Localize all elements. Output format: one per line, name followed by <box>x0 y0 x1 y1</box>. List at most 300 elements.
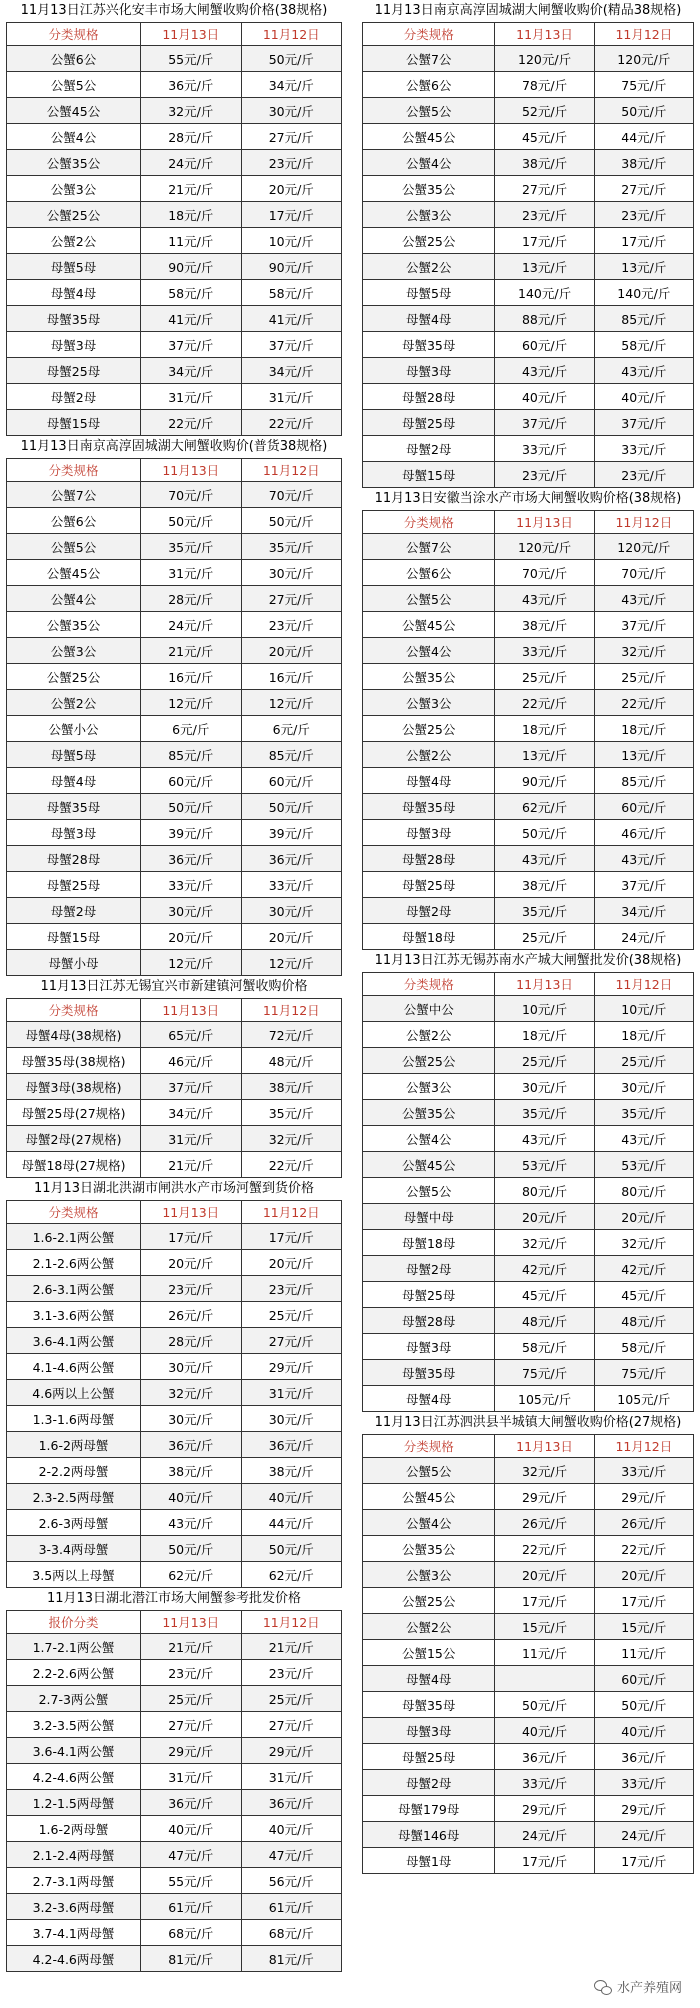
spec-cell: 母蟹3母 <box>363 1334 495 1360</box>
price-cell: 81元/斤 <box>141 1946 242 1972</box>
price-cell: 50元/斤 <box>141 794 242 820</box>
price-cell: 30元/斤 <box>141 1354 242 1380</box>
table-row <box>7 1224 342 1250</box>
price-cell: 37元/斤 <box>495 410 594 436</box>
price-cell: 33元/斤 <box>594 436 693 462</box>
price-cell: 23元/斤 <box>141 1276 242 1302</box>
price-cell: 32元/斤 <box>594 1230 693 1256</box>
price-cell: 43元/斤 <box>594 846 693 872</box>
price-cell: 39元/斤 <box>241 820 342 846</box>
price-cell: 48元/斤 <box>594 1308 693 1334</box>
spec-cell: 1.3-1.6两母蟹 <box>7 1406 141 1432</box>
table-row <box>363 1178 694 1204</box>
spec-cell: 公蟹5公 <box>363 98 495 124</box>
price-cell: 75元/斤 <box>495 1360 594 1386</box>
price-cell: 58元/斤 <box>141 280 242 306</box>
price-cell: 40元/斤 <box>241 1816 342 1842</box>
spec-cell: 公蟹7公 <box>363 46 495 72</box>
table-row <box>363 1022 694 1048</box>
price-cell: 36元/斤 <box>241 846 342 872</box>
column-header: 分类规格 <box>363 973 495 996</box>
price-cell: 23元/斤 <box>594 202 693 228</box>
table-row <box>7 1660 342 1686</box>
column-header: 11月12日 <box>594 23 693 46</box>
spec-cell: 公蟹45公 <box>363 612 495 638</box>
table-row <box>363 1744 694 1770</box>
spec-cell: 公蟹3公 <box>363 1074 495 1100</box>
spec-cell: 母蟹35母 <box>363 1360 495 1386</box>
price-table <box>6 458 342 976</box>
column-header: 报价分类 <box>7 1611 141 1634</box>
table-row <box>363 358 694 384</box>
spec-cell: 公蟹35公 <box>363 664 495 690</box>
price-cell: 55元/斤 <box>141 46 242 72</box>
table-row <box>7 1738 342 1764</box>
spec-cell: 公蟹4公 <box>363 150 495 176</box>
table-row <box>7 872 342 898</box>
spec-cell: 1.6-2.1两公蟹 <box>7 1224 141 1250</box>
price-table-block <box>6 0 342 436</box>
price-cell: 37元/斤 <box>594 612 693 638</box>
spec-cell: 母蟹2母 <box>7 384 141 410</box>
wechat-icon <box>594 1980 612 1994</box>
price-cell: 25元/斤 <box>141 1686 242 1712</box>
table-header-row <box>363 1435 694 1458</box>
price-cell: 36元/斤 <box>241 1790 342 1816</box>
spec-cell: 公蟹4公 <box>7 586 141 612</box>
price-cell: 18元/斤 <box>594 1022 693 1048</box>
price-cell: 17元/斤 <box>594 228 693 254</box>
table-row <box>7 202 342 228</box>
spec-cell: 母蟹25母 <box>363 1744 495 1770</box>
price-cell: 26元/斤 <box>141 1302 242 1328</box>
price-cell: 11元/斤 <box>495 1640 594 1666</box>
price-cell: 36元/斤 <box>495 1744 594 1770</box>
table-row <box>363 462 694 488</box>
spec-cell: 公蟹45公 <box>363 1152 495 1178</box>
spec-cell: 母蟹18母(27规格) <box>7 1152 141 1178</box>
spec-cell: 2.7-3.1两母蟹 <box>7 1868 141 1894</box>
spec-cell: 公蟹5公 <box>363 1178 495 1204</box>
spec-cell: 母蟹4母 <box>7 768 141 794</box>
column-header: 11月12日 <box>594 1435 693 1458</box>
price-cell: 45元/斤 <box>495 1282 594 1308</box>
table-row <box>363 1822 694 1848</box>
price-table-block <box>362 1412 694 1874</box>
price-cell: 43元/斤 <box>495 846 594 872</box>
table-row <box>363 1308 694 1334</box>
price-cell: 58元/斤 <box>594 332 693 358</box>
table-row <box>7 586 342 612</box>
table-row <box>7 254 342 280</box>
price-cell: 43元/斤 <box>141 1510 242 1536</box>
table-row <box>7 482 342 508</box>
table-row <box>363 1510 694 1536</box>
price-cell: 80元/斤 <box>495 1178 594 1204</box>
table-row <box>7 560 342 586</box>
spec-cell: 2-2.2两母蟹 <box>7 1458 141 1484</box>
price-cell: 33元/斤 <box>495 638 594 664</box>
price-cell: 24元/斤 <box>594 924 693 950</box>
price-cell: 10元/斤 <box>241 228 342 254</box>
table-row <box>363 98 694 124</box>
price-cell: 31元/斤 <box>241 1764 342 1790</box>
table-row <box>7 638 342 664</box>
price-cell: 35元/斤 <box>495 1100 594 1126</box>
price-cell: 13元/斤 <box>495 742 594 768</box>
price-cell: 20元/斤 <box>241 638 342 664</box>
spec-cell: 母蟹146母 <box>363 1822 495 1848</box>
table-row <box>363 872 694 898</box>
price-cell: 38元/斤 <box>241 1458 342 1484</box>
price-cell: 24元/斤 <box>594 1822 693 1848</box>
table-row <box>363 280 694 306</box>
table-row <box>363 1588 694 1614</box>
spec-cell: 公蟹45公 <box>7 560 141 586</box>
price-cell: 17元/斤 <box>495 1848 594 1874</box>
price-cell: 88元/斤 <box>495 306 594 332</box>
price-cell: 6元/斤 <box>141 716 242 742</box>
price-cell: 58元/斤 <box>594 1334 693 1360</box>
price-cell: 25元/斤 <box>594 1048 693 1074</box>
price-cell: 22元/斤 <box>495 690 594 716</box>
price-cell: 30元/斤 <box>241 98 342 124</box>
price-cell: 50元/斤 <box>241 1536 342 1562</box>
price-cell: 38元/斤 <box>241 1074 342 1100</box>
spec-cell: 公蟹4公 <box>363 1126 495 1152</box>
spec-cell: 母蟹2母 <box>363 898 495 924</box>
column-header: 11月12日 <box>594 973 693 996</box>
price-cell: 17元/斤 <box>594 1848 693 1874</box>
table-row <box>363 1796 694 1822</box>
price-cell: 23元/斤 <box>495 202 594 228</box>
spec-cell: 公蟹3公 <box>7 638 141 664</box>
price-cell: 140元/斤 <box>495 280 594 306</box>
price-cell: 68元/斤 <box>141 1920 242 1946</box>
table-header-row <box>363 973 694 996</box>
price-cell: 75元/斤 <box>594 72 693 98</box>
price-cell: 90元/斤 <box>141 254 242 280</box>
table-title: 11月13日安徽当涂水产市场大闸蟹收购价格(38规格) <box>374 491 682 506</box>
price-cell: 24元/斤 <box>141 612 242 638</box>
price-cell: 23元/斤 <box>241 150 342 176</box>
table-row <box>363 1770 694 1796</box>
table-row <box>7 1126 342 1152</box>
price-cell: 20元/斤 <box>241 176 342 202</box>
table-row <box>363 436 694 462</box>
price-cell: 33元/斤 <box>495 1770 594 1796</box>
column-header: 11月12日 <box>241 1611 342 1634</box>
price-cell: 42元/斤 <box>495 1256 594 1282</box>
table-row <box>7 794 342 820</box>
price-cell: 120元/斤 <box>495 534 594 560</box>
price-cell: 65元/斤 <box>141 1022 242 1048</box>
price-cell: 43元/斤 <box>594 358 693 384</box>
price-cell: 34元/斤 <box>594 898 693 924</box>
table-row <box>363 1048 694 1074</box>
price-cell: 70元/斤 <box>495 560 594 586</box>
price-cell: 20元/斤 <box>495 1204 594 1230</box>
table-row <box>363 254 694 280</box>
price-cell: 27元/斤 <box>241 1328 342 1354</box>
table-row <box>7 1790 342 1816</box>
spec-cell: 公蟹25公 <box>7 202 141 228</box>
price-cell: 18元/斤 <box>141 202 242 228</box>
table-row <box>363 664 694 690</box>
table-row <box>363 1334 694 1360</box>
table-header-row <box>7 23 342 46</box>
price-cell: 28元/斤 <box>141 1328 242 1354</box>
table-row <box>7 228 342 254</box>
spec-cell: 3.1-3.6两公蟹 <box>7 1302 141 1328</box>
table-header-row <box>7 459 342 482</box>
price-cell: 27元/斤 <box>241 1712 342 1738</box>
table-row <box>7 124 342 150</box>
table-row <box>7 1276 342 1302</box>
price-cell: 29元/斤 <box>241 1738 342 1764</box>
spec-cell: 公蟹6公 <box>7 508 141 534</box>
spec-cell: 公蟹中公 <box>363 996 495 1022</box>
column-header: 分类规格 <box>7 1201 141 1224</box>
price-cell: 41元/斤 <box>141 306 242 332</box>
spec-cell: 公蟹35公 <box>363 176 495 202</box>
spec-cell: 母蟹25母 <box>363 1282 495 1308</box>
table-row <box>7 950 342 976</box>
price-cell: 30元/斤 <box>241 560 342 586</box>
price-table-block <box>6 1178 342 1588</box>
spec-cell: 公蟹4公 <box>7 124 141 150</box>
price-cell: 32元/斤 <box>495 1458 594 1484</box>
price-table <box>362 510 694 950</box>
table-row <box>7 924 342 950</box>
table-row <box>7 1562 342 1588</box>
price-cell: 10元/斤 <box>495 996 594 1022</box>
price-cell: 21元/斤 <box>241 1634 342 1660</box>
spec-cell: 公蟹5公 <box>7 72 141 98</box>
right-column <box>362 0 694 1874</box>
table-row <box>363 996 694 1022</box>
price-cell: 16元/斤 <box>141 664 242 690</box>
price-cell: 33元/斤 <box>241 872 342 898</box>
spec-cell: 母蟹2母 <box>363 436 495 462</box>
table-row <box>7 358 342 384</box>
price-cell: 25元/斤 <box>495 1048 594 1074</box>
table-row <box>7 176 342 202</box>
price-cell: 21元/斤 <box>141 176 242 202</box>
price-cell: 27元/斤 <box>495 176 594 202</box>
spec-cell: 母蟹25母 <box>363 410 495 436</box>
table-row <box>363 1458 694 1484</box>
price-cell: 12元/斤 <box>141 690 242 716</box>
spec-cell: 母蟹3母 <box>363 820 495 846</box>
table-row <box>7 716 342 742</box>
table-row <box>363 1484 694 1510</box>
price-cell: 60元/斤 <box>594 794 693 820</box>
price-cell: 30元/斤 <box>594 1074 693 1100</box>
price-cell: 37元/斤 <box>241 332 342 358</box>
price-cell: 47元/斤 <box>241 1842 342 1868</box>
price-cell: 36元/斤 <box>141 1432 242 1458</box>
price-cell: 39元/斤 <box>141 820 242 846</box>
price-cell: 20元/斤 <box>594 1204 693 1230</box>
column-header: 分类规格 <box>7 999 141 1022</box>
column-header: 分类规格 <box>7 459 141 482</box>
price-cell: 32元/斤 <box>141 98 242 124</box>
column-header: 11月13日 <box>495 23 594 46</box>
spec-cell: 母蟹35母 <box>363 332 495 358</box>
table-row <box>363 1666 694 1692</box>
table-row <box>7 1406 342 1432</box>
price-cell: 20元/斤 <box>241 1250 342 1276</box>
price-cell: 61元/斤 <box>141 1894 242 1920</box>
spec-cell: 母蟹15母 <box>363 462 495 488</box>
price-cell: 70元/斤 <box>594 560 693 586</box>
price-cell: 13元/斤 <box>495 254 594 280</box>
table-row <box>363 1204 694 1230</box>
left-column <box>6 0 342 1972</box>
table-row <box>7 898 342 924</box>
table-row <box>7 534 342 560</box>
spec-cell: 4.1-4.6两公蟹 <box>7 1354 141 1380</box>
price-cell: 120元/斤 <box>594 534 693 560</box>
price-cell: 34元/斤 <box>141 358 242 384</box>
table-row <box>7 1302 342 1328</box>
table-row <box>363 72 694 98</box>
price-cell: 43元/斤 <box>594 586 693 612</box>
price-table-block <box>6 1588 342 1972</box>
spec-cell: 4.2-4.6两公蟹 <box>7 1764 141 1790</box>
price-cell: 85元/斤 <box>594 306 693 332</box>
price-cell: 21元/斤 <box>141 1634 242 1660</box>
table-row <box>363 176 694 202</box>
price-cell: 38元/斤 <box>141 1458 242 1484</box>
price-cell: 70元/斤 <box>141 482 242 508</box>
spec-cell: 母蟹3母 <box>7 820 141 846</box>
price-cell: 56元/斤 <box>241 1868 342 1894</box>
price-cell: 6元/斤 <box>241 716 342 742</box>
spec-cell: 公蟹15公 <box>363 1640 495 1666</box>
table-row <box>7 1634 342 1660</box>
spec-cell: 公蟹6公 <box>7 46 141 72</box>
price-cell: 43元/斤 <box>495 586 594 612</box>
table-row <box>363 150 694 176</box>
price-cell: 50元/斤 <box>495 820 594 846</box>
price-cell: 23元/斤 <box>594 462 693 488</box>
table-row <box>363 742 694 768</box>
price-cell: 17元/斤 <box>594 1588 693 1614</box>
price-cell: 81元/斤 <box>241 1946 342 1972</box>
price-cell: 120元/斤 <box>495 46 594 72</box>
price-cell: 105元/斤 <box>594 1386 693 1412</box>
watermark <box>594 1977 682 1996</box>
spec-cell: 母蟹25母(27规格) <box>7 1100 141 1126</box>
price-cell: 55元/斤 <box>141 1868 242 1894</box>
price-cell: 60元/斤 <box>241 768 342 794</box>
spec-cell: 1.2-1.5两母蟹 <box>7 1790 141 1816</box>
table-row <box>7 384 342 410</box>
spec-cell: 母蟹35母(38规格) <box>7 1048 141 1074</box>
table-row <box>363 46 694 72</box>
price-cell: 36元/斤 <box>141 72 242 98</box>
price-cell: 90元/斤 <box>241 254 342 280</box>
spec-cell: 公蟹2公 <box>363 1022 495 1048</box>
price-cell: 75元/斤 <box>594 1360 693 1386</box>
table-row <box>363 1360 694 1386</box>
spec-cell: 母蟹28母 <box>7 846 141 872</box>
spec-cell: 2.6-3.1两公蟹 <box>7 1276 141 1302</box>
spec-cell: 3.6-4.1两公蟹 <box>7 1738 141 1764</box>
spec-cell: 公蟹25公 <box>363 716 495 742</box>
table-row <box>363 768 694 794</box>
price-cell: 70元/斤 <box>241 482 342 508</box>
table-row <box>7 664 342 690</box>
price-table <box>6 1610 342 1972</box>
price-cell: 62元/斤 <box>241 1562 342 1588</box>
price-cell: 58元/斤 <box>241 280 342 306</box>
table-row <box>363 306 694 332</box>
price-cell: 43元/斤 <box>594 1126 693 1152</box>
spec-cell: 3.6-4.1两公蟹 <box>7 1328 141 1354</box>
spec-cell: 4.2-4.6两母蟹 <box>7 1946 141 1972</box>
table-row <box>363 124 694 150</box>
price-cell: 32元/斤 <box>495 1230 594 1256</box>
spec-cell: 1.7-2.1两公蟹 <box>7 1634 141 1660</box>
table-row <box>7 1816 342 1842</box>
price-cell: 35元/斤 <box>241 534 342 560</box>
table-row <box>363 1230 694 1256</box>
spec-cell: 2.2-2.6两公蟹 <box>7 1660 141 1686</box>
price-cell: 40元/斤 <box>495 384 594 410</box>
spec-cell: 母蟹5母 <box>7 742 141 768</box>
price-cell: 41元/斤 <box>241 306 342 332</box>
table-row <box>7 1686 342 1712</box>
table-row <box>363 410 694 436</box>
price-cell: 43元/斤 <box>495 358 594 384</box>
table-row <box>363 1640 694 1666</box>
table-row <box>363 638 694 664</box>
spec-cell: 公蟹45公 <box>363 1484 495 1510</box>
price-cell: 15元/斤 <box>495 1614 594 1640</box>
price-cell: 38元/斤 <box>495 612 594 638</box>
column-header: 11月13日 <box>141 1611 242 1634</box>
price-cell <box>495 1666 594 1692</box>
price-cell: 29元/斤 <box>141 1738 242 1764</box>
price-cell: 90元/斤 <box>495 768 594 794</box>
spec-cell: 公蟹25公 <box>7 664 141 690</box>
price-cell: 36元/斤 <box>241 1432 342 1458</box>
table-row <box>363 820 694 846</box>
spec-cell: 公蟹7公 <box>363 534 495 560</box>
price-table-block <box>6 436 342 976</box>
price-cell: 25元/斤 <box>495 664 594 690</box>
spec-cell: 公蟹3公 <box>363 1562 495 1588</box>
table-header-row <box>7 1611 342 1634</box>
price-cell: 20元/斤 <box>594 1562 693 1588</box>
price-cell: 27元/斤 <box>241 124 342 150</box>
table-row <box>363 716 694 742</box>
price-cell: 46元/斤 <box>141 1048 242 1074</box>
table-row <box>7 1764 342 1790</box>
price-cell: 50元/斤 <box>241 46 342 72</box>
spec-cell: 母蟹15母 <box>7 924 141 950</box>
table-title: 11月13日江苏无锡苏南水产城大闸蟹批发价(38规格) <box>374 953 682 968</box>
table-row <box>7 1510 342 1536</box>
table-row <box>363 1282 694 1308</box>
spec-cell: 公蟹2公 <box>7 228 141 254</box>
spec-cell: 公蟹3公 <box>363 690 495 716</box>
spec-cell: 公蟹35公 <box>363 1536 495 1562</box>
table-header-row <box>363 511 694 534</box>
